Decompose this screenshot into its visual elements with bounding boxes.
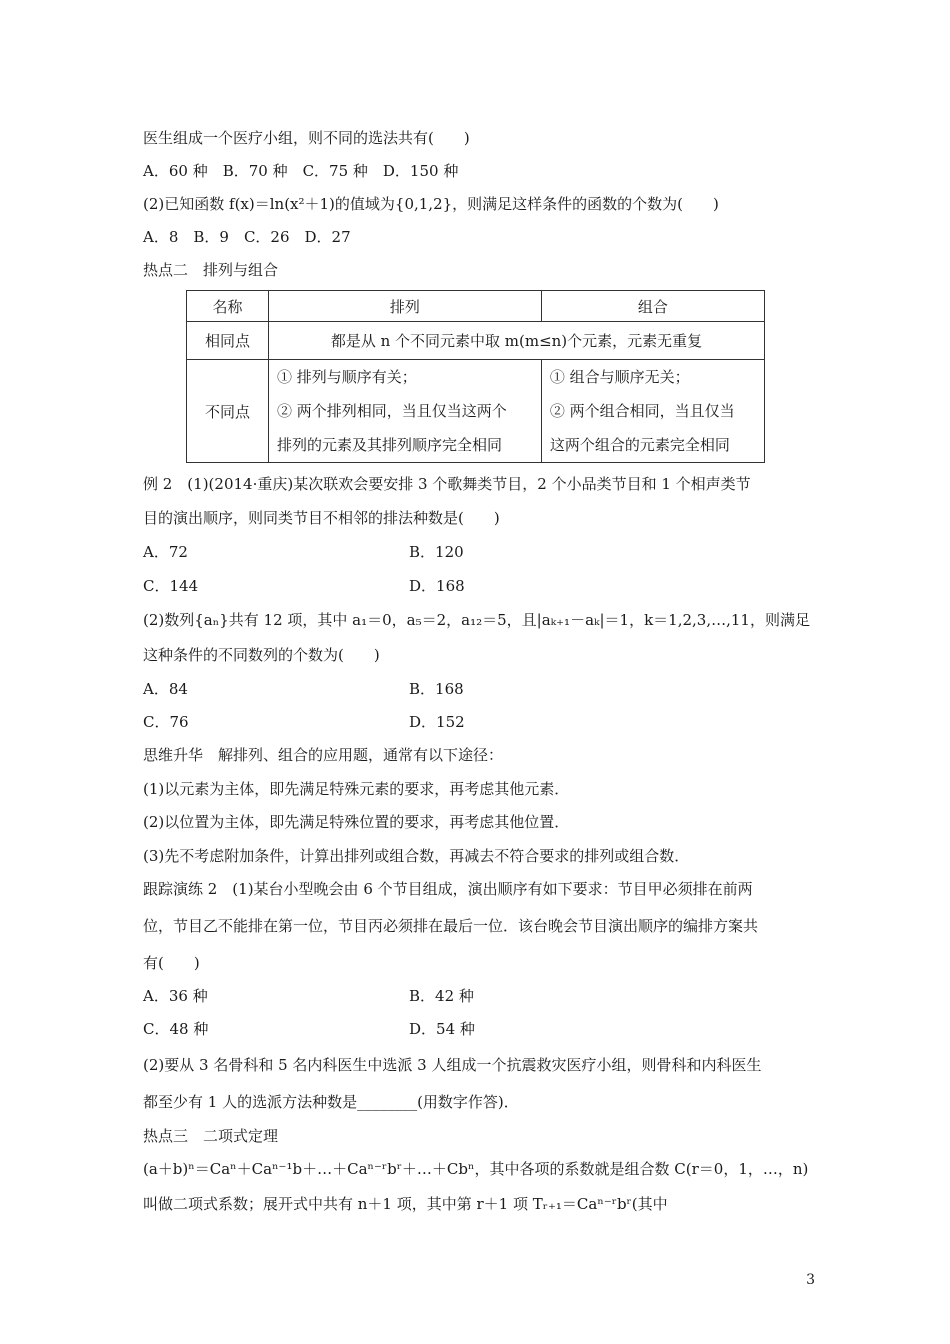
cell-line: ② 两个组合相同，当且仅当 [549,402,735,420]
exercise-line: 都至少有 1 人的选派方法种数是________(用数字作答)． [143,1093,519,1111]
option-c: C．48 种 [143,1020,209,1038]
cell-line: ② 两个排列相同，当且仅当这两个 [277,402,507,420]
option-d: D．152 [409,713,465,731]
question-line: 这种条件的不同数列的个数为( ) [143,646,380,664]
table-cell-comb [541,360,764,463]
section-heading: 热点三 二项式定理 [143,1127,279,1145]
summary-line: (2)以位置为主体，即先满足特殊位置的要求，再考虑其他位置． [143,813,570,831]
option-c: C．76 [143,713,189,731]
exercise-line: (2)要从 3 名骨科和 5 名内科医生中选派 3 人组成一个抗震救灾医疗小组，则骨科和内科医生 [143,1056,762,1074]
option-a: A．84 [143,680,188,698]
cell-line: 这两个组合的元素完全相同 [549,436,730,454]
formula-line: 叫做二项式系数；展开式中共有 n＋1 项，其中第 r＋1 项 Tᵣ₊₁＝Caⁿ⁻ʳbʳ(其中 [143,1195,668,1213]
table-cell-perm [269,360,542,463]
option-d: D．54 种 [409,1020,475,1038]
summary-heading: 思维升华 解排列、组合的应用题，通常有以下途径： [143,746,504,764]
options-line: A．8 B．9 C．26 D．27 [143,228,351,246]
option-c: C．144 [143,577,199,595]
summary-line: (1)以元素为主体，即先满足特殊元素的要求，再考虑其他元素． [143,780,570,798]
table-row-label: 相同点 [187,322,269,360]
cell-line: ① 排列与顺序有关； [277,368,417,386]
option-b: B．168 [409,680,464,698]
exercise-line: 有( ) [143,954,200,972]
option-a: A．36 种 [143,987,208,1005]
cell-line: 排列的元素及其排列顺序完全相同 [277,436,503,454]
options-line: A．60 种 B．70 种 C．75 种 D．150 种 [143,162,459,180]
option-a: A．72 [143,543,188,561]
table-header-perm: 排列 [269,291,542,322]
summary-line: (3)先不考虑附加条件，计算出排列或组合数，再减去不符合要求的排列或组合数． [143,847,690,865]
table-row-label: 不同点 [187,360,269,463]
table-cell: 都是从 n 个不同元素中取 m(m≤n)个元素，元素无重复 [269,322,765,360]
option-d: D．168 [409,577,465,595]
text-line: 医生组成一个医疗小组，则不同的选法共有( ) [143,129,470,147]
cell-line: ① 组合与顺序无关； [549,368,690,386]
question-line: (2)已知函数 f(x)＝ln(x²＋1)的值域为{0,1,2}，则满足这样条件的函数的个数为( ) [143,195,719,213]
option-b: B．42 种 [409,987,474,1005]
question-line: (2)数列{aₙ}共有 12 项，其中 a₁＝0，a₅＝2，a₁₂＝5，且|aₖ₊₁－aₖ|＝1，k＝1,2,3,…,11，则满足 [143,611,810,629]
example-line: 目的演出顺序，则同类节目不相邻的排法种数是( ) [143,509,500,527]
formula-line: (a＋b)ⁿ＝Caⁿ＋Caⁿ⁻¹b＋…＋Caⁿ⁻ʳbʳ＋…＋Cbⁿ，其中各项的系数就是组合数 C(r＝0，1，…，n) [143,1160,809,1178]
page-number: 3 [806,1272,815,1288]
section-heading: 热点二 排列与组合 [143,261,279,279]
comparison-table [186,290,765,463]
exercise-line: 跟踪演练 2 (1)某台小型晚会由 6 个节目组成，演出顺序有如下要求：节目甲必须排在前两 [143,880,753,898]
table-header-name: 名称 [187,291,269,322]
option-b: B．120 [409,543,464,561]
table-header-comb: 组合 [541,291,764,322]
example-line: 例 2 (1)(2014·重庆)某次联欢会要安排 3 个歌舞类节目，2 个小品类节目和 1 个相声类节 [143,475,751,493]
exercise-line: 位，节目乙不能排在第一位，节目丙必须排在最后一位．该台晚会节目演出顺序的编排方案共 [143,917,759,935]
